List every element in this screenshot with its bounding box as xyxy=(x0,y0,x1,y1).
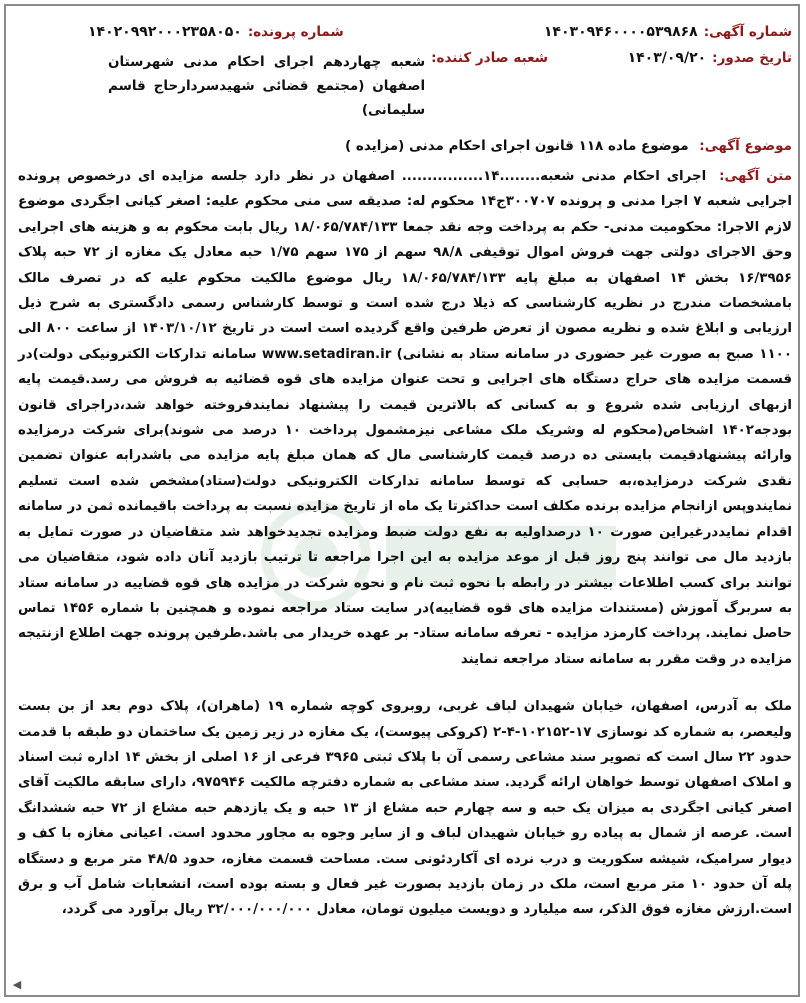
file-number xyxy=(88,24,344,40)
announcement-body xyxy=(18,164,792,672)
document-frame xyxy=(4,4,800,997)
issuer-value: شعبه چهاردهم اجرای احکام مدنی شهرستان اصفهان (مجتمع قضائی شهیدسردارحاج قاسم سلیمانی) xyxy=(108,54,426,118)
file-number-value: ۱۴۰۲۰۹۹۲۰۰۰۲۳۵۸۰۵۰ xyxy=(88,24,242,40)
ad-number xyxy=(544,24,792,40)
body-text: اجرای احکام مدنی شعبه........۱۴................ اصفهان در نظر دارد جلسه مزایده ای درخصوص پرونده اجرایی شعبه ۷ اجرا مدنی و پرونده ۳۰۰۷۰۷ج۱۴ محکوم له: صدیقه سی منی محکوم علیه: اصغر کیانی اجگردی موضوع لازم الاجرا: محکومیت مدنی- حکم به پرداخت وجه نقد جمعا ۱۸/۰۶۵/۷۸۴/۱۳۳ ریال بابت محکوم به و هزینه های اجرایی وحق الاجرای دولتی جهت فروش اموال توقیفی ۹۸/۸ سهم از ۱۷۵ سهم ۱/۷۵ حبه معادل یک مغازه از ۷۲ حبه پلاک ۱۶/۳۹۵۶ بخش ۱۴ اصفهان به مبلغ پایه ۱۸/۰۶۵/۷۸۴/۱۳۳ ریال موضوع مالکیت محکوم علیه که در تصرف مالک بامشخصات مندرج در نظریه کارشناسی که ذیلا درج شده است و توسط کارشناس رسمی دادگستری به شرح ذیل ارزیابی و ابلاغ شده و نظریه مصون از تعرض طرفین واقع گردیده است است در تاریخ ۱۴۰۳/۱۰/۱۲ از ساعت ۸۰۰ الی ۱۱۰۰ صبح به صورت غیر حضوری در سامانه ستاد به نشانی) www.setadiran.ir سامانه تدارکات الکترونیکی دولت)در قسمت مزایده های حراج دستگاه های اجرایی و تحت عنوان مزایده های قوه قضائیه به فروش می رسد.قیمت پایه ازبهای ارزیابی شده شروع و به کسانی که بالاترین قیمت را پیشنهاد نمایندفروخته خواهد شد،دراجرای قانون بودجه۱۴۰۲ اشخاص(محکوم له وشریک ملک مشاعی نیزمشمول پرداخت ۱۰ درصد می شوند)برای شرکت درمزایده وارائه پیشنهادقیمت بایستی ده درصد قیمت کارشناسی مال که همان مبلغ پایه مزایده می باشدرابه عنوان تضمین نقدی شرکت درمزایده،به حسابی که توسط سامانه تدارکات الکترونیکی دولت(ستاد)مشخص شده است تسلیم نمایندوپس ازانجام مزایده برنده مکلف است حداکثرتا یک ماه از تاریخ مزایده نسبت به پرداخت باقیمانده ثمن در سامانه اقدام نمایددرغیراین صورت ۱۰ درصداولیه به نفع دولت ضبط ومزایده تجدیدخواهد شد متقاضیان در صورت تمایل به بازدید مال می توانند پنج روز قبل از موعد مزایده به این اجرا مراجعه تا ترتیب بازدید آنان داده شود، متقاضیان می توانند برای کسب اطلاعات بیشتر در رابطه با نحوه ثبت نام و نحوه شرکت در مزایده های قوه قضاییه در سامانه ستاد به سربرگ آموزش (مستندات مزایده های قوه قضاییه)در سایت ستاد مراجعه نموده و همچنین با شماره ۱۴۵۶ تماس حاصل نمایند. پرداخت کارمزد مزایده - تعرفه سامانه ستاد- بر عهده خریدار می باشد.طرفین پرونده جهت اطلاع ازنتیجه مزایده در وقت مقرر به سامانه ستاد مراجعه نمایند xyxy=(18,169,793,667)
header-row-2 xyxy=(18,50,792,122)
issue-date-label: تاریخ صدور: xyxy=(712,50,792,66)
subject-value: موضوع ماده ۱۱۸ قانون اجرای احکام مدنی (مزایده ) xyxy=(345,138,689,154)
subject xyxy=(18,138,792,154)
issuer xyxy=(108,50,548,122)
issue-date-value: ۱۴۰۳/۰۹/۲۰ xyxy=(627,50,707,66)
subject-label: موضوع آگهی: xyxy=(699,138,792,154)
ad-number-label: شماره آگهی: xyxy=(703,24,792,40)
property-description-text: ملک به آدرس، اصفهان، خیابان شهیدان لباف غربی، روبروی کوچه شماره ۱۹ (ماهران)، پلاک دوم بعد از بن بست ولیعصر، به شماره کد نوسازی ۱۷-۱۰۲۱۵۲-۴-۲ (کروکی پیوست)، یک مغازه در زیر زمین یک ساختمان دو طبقه با قدمت حدود ۲۲ سال است که تصویر سند مشاعی رسمی آن با پلاک ثبتی ۳۹۶۵ فرعی از ۱۶ اصلی از بخش ۱۴ اداره ثبت اسناد و املاک اصفهان توسط خواهان ارائه گردید. سند مشاعی به شماره دفترچه مالکیت ۹۷۵۹۴۶، دارای سابقه مالکیت آقای اصغر کیانی اجگردی به میزان یک حبه و سه چهارم حبه مشاع از ۱۳ حبه و یک یازدهم حبه مشاع از ۷۲ حبه ششدانگ است. عرصه از شمال به پیاده رو خیابان شهیدان لباف و از سایر وجوه به مجاور محدود است. اعیانی مغازه با کف و دیوار سرامیک، شیشه سکوریت و درب نرده ای آکاردئونی ست. مساحت قسمت مغازه، حدود ۴۸/۵ متر مربع و دستگاه پله آن حدود ۱۰ متر مربع است، ملک در زمان بازدید بصورت غیر فعال و بسته بوده است، انشعابات شامل آب و برق است.ارزش مغازه فوق الذکر، سه میلیارد و دویست میلیون تومان، معادل ۳۲/۰۰۰/۰۰۰/۰۰۰ ریال برآورد می گردد، xyxy=(18,699,793,918)
header-row-1 xyxy=(18,24,792,40)
body-label: متن آگهی: xyxy=(719,169,793,184)
issue-date xyxy=(628,50,792,66)
file-number-label: شماره پرونده: xyxy=(247,24,344,40)
ad-number-value: ۱۴۰۳۰۹۴۶۰۰۰۰۵۳۹۸۶۸ xyxy=(543,24,698,40)
scroll-left-arrow-icon[interactable]: ◀ xyxy=(12,978,22,991)
property-description xyxy=(18,694,792,923)
issuer-label: شعبه صادر کننده: xyxy=(431,50,548,66)
announcement-content xyxy=(18,20,792,923)
